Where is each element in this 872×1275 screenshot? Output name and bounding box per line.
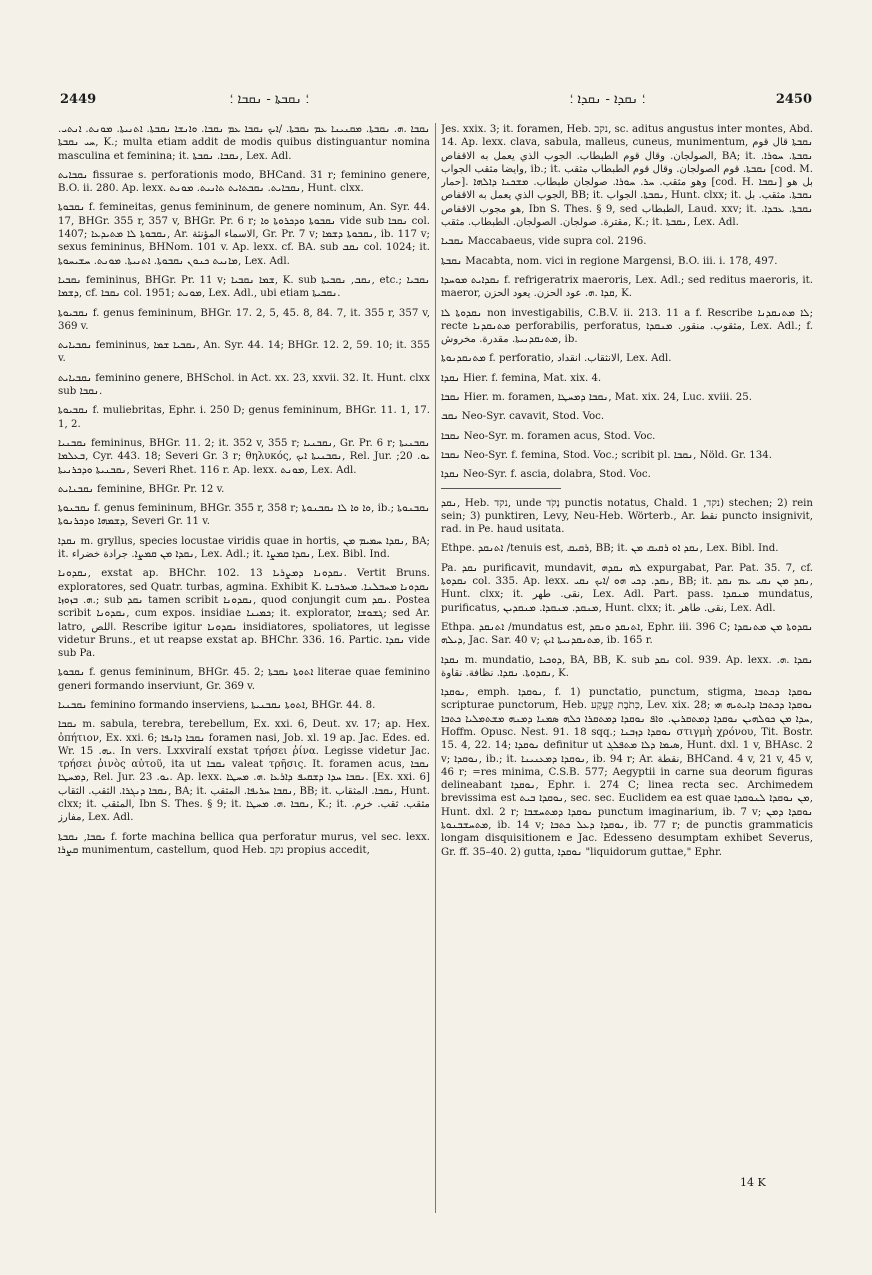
dictionary-entry: ܢܩܒܢܐܝܬ feminine, BHGr. Pr. 12 v. (58, 483, 225, 495)
dictionary-entry: Jes. xxix. 3; it. foramen, Heb. נקב, sc. aditus angustus inter montes, Abd. 14. Ap. lexx. clava, sabula, malleus, cuneus, munimentum, ܢܩܒܬܐ قال قوم الصولجان. وقال قوم الطبطاب. الجوب الذي يعمل به الاقفاص, BA; it. ܢܩܒܬܐ. ܚܘܪܐ. وايضا مثقب الجواب, ib.; it. ܢܩܒܬܐ. قوم الصولجان. وقال قوم الطبطاب مثقب [cod. M. حمار]. وهو مثقب. ܚܪ. ܚܘܪܐ. صولجان طبطاب. ܡܫܟܢܐ ܕܐܠܗܐ [cod. H. ܢܩܒܐ] بل هو الجوب الذي يعمل به الاقفاص, BB; it. ܢܩܒܬܐ. الجواب, Hunt. clxx; it. ܢܩܒܬܐ. مثقب. بل هو مجوب الاقفاص, Ibn S. Thes. § 9, sed الطبطاب, Laud. xxv; it. ܢܩܒܬܐ. ܥܒܕܐ. مقترة. صولجان. الصولجان. الطبطاب. مثقب, K.; it. ܢܩܒܬܐ, Lex. Adl. (441, 124, 813, 229)
dictionary-entry: ܢܩܕܐܝܬ ܡܘܚܕܐ f. refrigeratrix maeroris, Lex. Adl.; sed reditus maeroris, it. maeror, ܩܕܐ .ܗ. عود الحزن. يعود الحزن, K. (441, 274, 813, 300)
dictionary-entry: ܢܩܒܢܝܐ feminino formando inserviens, ܐܬܘܬܐ ܢܩܒܢܝܬܐ, BHGr. 44. 8. (58, 699, 376, 711)
left-running-head: ؛ ܢܩܒܬܐ - ܢܩܒܐ ؛ (230, 92, 310, 107)
dictionary-entry: ܢܩܒܬܐ Macabta, nom. vici in regione Margensi, B.O. iii. i. 178, 497. (441, 255, 778, 267)
right-running-head: ؛ ܢܩܕܐ - ܢܩܕܐ ؛ (570, 92, 646, 107)
dictionary-entry: ܢܩܒ Neo-Syr. cavavit, Stod. Voc. (441, 411, 605, 423)
left-column (58, 123, 430, 1235)
signature-mark: 14 K (740, 1176, 766, 1189)
dictionary-entry: ܢܩܒܢܝܐ femininus, BHGr. 11. 2; it. 352 v, 355 r; ܢܩܒܢܝܐ, Gr. Pr. 6 r; ܢܩܒܢܝܬܐ ܒܥܠܡܐ, Cyr. 443. 18; Severi Gr. 3 r; θηλυκός, ܢܩܒܢܝܬܐ ܐܝܟ, Rel. Jur. ܝܘ. 20; ܢܩܒܢܝܬܐ ܘܕܟܪܢܝܬܐ, Severi Rhet. 116 r. Ap. lexx. ܡܘܢܬ, Lex. Adl. (58, 437, 430, 476)
dictionary-entry: ܢܩܒܐ Neo-Syr. m. foramen acus, Stod. Voc. (441, 430, 656, 442)
right-page-number: 2450 (775, 92, 812, 107)
dictionary-entry: ܢܩܒܝܐ Maccabaeus, vide supra col. 2196. (441, 236, 647, 248)
dictionary-entry: Pa. ܢܩܕ purificavit, mundavit, ܠܗ ܢܩܕܗ expurgabat, Par. Pat. 35. 7, cf. ܢܩܕܘܬܐ col. 335. Ap. lexx. ܢܩܕ. ܕܟܝ ܗܘ /ܐܝܟ ܢܩܝ, BB; it. ܢܩܕ ܡܢ ܢܩܝ ܥܡ ܢܩܕ, Hunt. clxx; it. نقى. طهر, Lex. Adl. Part. pass. ܡܢܩܕܐ mundatus, purificatus, ܡܢܩܕ. ܡܢܩܕܐ. ܡܢܩܕܝܢ, Hunt. clxx; it. نقى. طاهر, Lex. Adl. (441, 562, 813, 614)
left-page-number: 2449 (60, 92, 97, 107)
dictionary-entry: ܢܩܒܐ Neo-Syr. f. femina, Stod. Voc.; scribit pl. ܢܩܒܐ, Nöld. Gr. 134. (441, 449, 772, 461)
dictionary-entry: ܢܩܒܐܝܬ fissurae s. perforationis modo, BHCand. 31 r; feminino genere, B.O. ii. 280. Ap. lexx. ܢܩܒܐܝܬ. ܢܩܒܬܐܝܬ ܬܐܢܝܬ. ܡܘܢܬ, Hunt. clxx. (58, 169, 430, 195)
dictionary-entry: ܢܩܒܐ Hier. m. foramen, ܢܩܒܐ ܕܡܚܛܐ, Mat. xix. 24, Luc. xviii. 25. (441, 392, 752, 404)
dictionary-entry: ܢܩܕܘܬܐ ܠܐ non investigabilis, C.B.V. ii. 213. 11 a f. Rescribe ܠܐ ܡܬܢܩܕܢܐ; recte ܡܬܢܩܕܢܐ perforabilis, perforatus, مثقوب. منقور. ܡܢܩܕܐ, Lex. Adl.; f. ܡܬܢܩܕܢܝܬܐ. مقدرة. مخروش, ib. (441, 307, 813, 346)
dictionary-entry: ܢܘܩܕܐ, emph. ܢܘܩܕܐ, f. 1) punctatio, punctum, stigma, ܢܘܩܕܐ ܕܟܬܒܐ scripturae punctorum, Heb. כְּתֹבֶת קַעֲקַע, Lev. xix. 28; ܢܘܩܕܐ ܕܟܬܒܐ ܕܐܝܬܝܗ ܗܝ ܚܕܐ ܡܢ ܟܘܠܗܝܢ ܢܘܩܕܐ ܕܡܬܩܪܝܢ. ܘܐܦ ܢܘܩܕܐ ܕܡܬܩܪܐ ܟܠܗ ܣܡܢܐ ܕܡܢܗ ܡܫܬܡܠܝܐ ܟܬܒܐ, Hoffm. Opusc. Nest. 91. 18 sqq.; ܢܘܩܕܐ ܕܙܒܢܐ στιγμὴ χρόνου, Tit. Bostr. 15. 4, 22. 14; ܢܘܩܕܐ definitur ut ܣܝܡܐ ܕܠܐ ܡܬܦܠܓ, Hunt. dxl. 1 v, BHAsc. 2 v; ܢܘܩܕܐ, ib.; it. ܢܘܩܕܐ ܕܡܥܢܝܢܐ, ib. 94 r; Ar. نقطة, BHCand. 4 v, 21 v, 45 v, 46 r; =res minima, C.S.B. 577; Aegyptii in carne sua deorum figuras delineabant ܢܘܩܕܐ, Ephr. i. 274 C; linea recta sec. Archimedem brevissima est ܢܘܩܕܐ ܒܝܬ, sec. sec. Euclidem ea est quae ܡܢ ܢܘܩܕܐ ܠܢܘܩܕܐ, Hunt. dxl. 2 r; ܢܘܩܕܐ ܕܡܬܚܫܒܐ punctum imaginarium, ib. 7 v; ܢܘܩܕܐ ܕܡܢ ܡܬܚܫܒܢܘܬܐ, ib. 14 v; ܢܘܩܕܐ ܕܥܠ ܟܬܒܐ, ib. 77 r; de punctis grammaticis longam disquisitionem e Jac. Edesseno desumptam exhibet Severus, Gr. ff. 35–40. 2) gutta, ܢܘܩܕܐ "liquidorum guttae," Ephr. (441, 687, 813, 858)
dictionary-entry: ܢܩܒܐ m. sabula, terebra, terebellum, Ex. xxi. 6, Deut. xv. 17; ap. Hex. ὀπήτιον, Ex. xxi. 6; ܢܩܒܐ ܕܐܢܦܐ foramen nasi, Job. xl. 19 ap. Jac. Edes. ed. Wr. ܝܗ. 15. In vers. Lxxviralí exstat τρήσει ῥίνα. Legisse videtur Jac. τρήσει ῥινὸς αὐτοῦ, ita ut ܢܩܒܐ valeat τρῆσις. It. foramen acus, ܢܩܒܐ ܕܡܚܛܐ, Rel. Jur. ܝܘ. 23. Ap. lexx. ܢܩܒܐ ܚܕܐ ܕܫܩܝܦ ܕܐܪܥܐ .ܗ. ܡܚܛܐ. [Ex. xxi. 6] ܢܩܒܐ ܕܢܓܪܐ. الثقب. الثقاب, BA; it. ܢܩܒܐ ܚܪܝܦܐ. المثقب, BB; it. ܢܩܒܐ. المثقاب, Hunt. clxx; it. المثقب, Ibn S. Thes. § 9; it. ܢܩܒܐ .ܗ. ܡܚܛܐ, K.; it. مثقب. ثقب. خرم. مفارز, Lex. Adl. (58, 719, 430, 824)
dictionary-entry: ܢܩܕܐ Hier. f. femina, Mat. xix. 4. (441, 372, 602, 384)
dictionary-entry: ܢܩܒܝܐܝܬ feminino genere, BHSchol. in Act. xx. 23, xxvii. 32. It. Hunt. clxx sub ܢܩܒܐ. (58, 372, 430, 398)
dictionary-entry: ܢܩܒܝܘܬܐ f. muliebritas, Ephr. i. 250 D; genus femininum, BHGr. 11. 1, 17. 1, 2. (58, 405, 430, 430)
dictionary-entry: Ethpe. ܐܬܢܩܕ /tenuis est, ܪܩܝܩ, BB; it. ܢܩܕ ܐܘ ܪܩܝܩ ܡܢ, Lex. Bibl. Ind. (441, 543, 779, 555)
dictionary-entry: ܢܩܕܘܢܐ, exstat ap. BHChr. 102. 13 ܢܩܕܘܢܐ ܕܡܨܪܝܐ. Vertit Bruns. exploratores, sed Quatr. turbas, agmina. Exhibit K. ܢܩܕܘܢܐ ܡܚܒܠܢܐ. ܡܚܪܒܢܐ .ܗ. ܒܙܘܙܐ; sub ܢܩܕ tamen scribit ܢܩܕܘܢܐ, quod conjungit cum ܢܩܕ. Postea scribit ܢܩܕܘܢܐ, cum expos. insidiae ܟܡܝܢܐ; it. explorator, ܓܫܘܫܐ; sed Ar. latro, اللص. Rescribe igitur ܢܩܕܘܢܐ insidiatores, spoliatores, ut legisse videtur Bruns., et ut reapse exstat ap. BHChr. 336. 16. Partic. ܢܩܕܐ vide sub Pa. (58, 568, 430, 660)
page-header (60, 92, 812, 112)
dictionary-entry: ܢܩܒܐ .ܗ. ܢܩܒܬܐ. ܡܩܢܝܢܐ ܥܡ ܢܩܒܬܐ. /ܐܝܟ ܢܩܒܐ ܥܡ ܢܩܒܐ. ܘܐܢܫܐ ܢܩܒܬܐ. ܐܬܢܝܬܐ. ܡܘܢܬ. ܐܢܬܝ. ܚܝ ܢܩܒܬܐ, K.; multa etiam addit de modis quibus distinguantur nomina masculina et feminina; it. ܢܩܒܐ. ܢܩܒܬܐ, Lex. Adl. (58, 124, 430, 162)
right-column (441, 123, 813, 1235)
dictionary-entry: ܢܩܒܘܬܐ f. genus femininum, BHGr. 45. 2; ܐܬܘܬܐ ܢܩܒܬܐ literae quae feminino generi formando inserviunt, Gr. 369 v. (58, 667, 430, 692)
section-rule (441, 488, 561, 489)
dictionary-entry: ܢܩܒܐ, ܢܩܒܬܐ f. forte machina bellica qua perforatur murus, vel sec. lexx. ܩܨܪܐ munimentum, castellum, quod Heb. נקב propius accedit, (58, 831, 430, 856)
dictionary-entry: ܢܩܒܝܘܬܐ f. genus femininum, BHGr. 17. 2, 5, 45. 8, 84. 7, it. 355 r, 357 v, 369 v. (58, 307, 430, 332)
dictionary-entry: ܢܩܒܝܐ femininus, BHGr. Pr. 11 v; ܫܡܐ ܢܩܒܝܐ, K. sub ܢܩܒ, ܢܩܒܝܬܐ, etc.; ܢܩܒܝܐ ܕܫܡܐ, cf. ܢܩܒܐ col. 1951; ܡܘܢܬ, Lex. Adl., ubi etiam ܢܩܒܝܬܐ. (58, 274, 430, 300)
dictionary-entry: ܢܩܕܐ Neo-Syr. f. ascia, dolabra, Stod. Voc. (441, 469, 651, 481)
dictionary-entry: ܢܩܒܝܐܝܬ femininus, ܢܩܒܝܐ ܫܡܐ, An. Syr. 44. 14; BHGr. 12. 2, 59. 10; it. 355 v. (58, 340, 430, 365)
column-divider (435, 123, 436, 1213)
dictionary-entry: ܢܩܕܐ m. gryllus, species locustae viridis quae in hortis, ܢܩܕܐ ܚܡܝܡ ܡܢ, BA; it. ܢܩܕܐ ܡܢ ܩܡܨܐ. جرادة خضراء, Lex. Adl.; it. ܢܩܕܐ ܩܡܨܐ, Lex. Bibl. Ind. (58, 535, 430, 561)
dictionary-entry: ܢܩܒܢܘܬܐ f. genus femininum, BHGr. 355 r, 358 r; ܘܐ ܘܐ ܠܐ ܢܩܒܢܘܬܐ, ib.; ܢܩܒܢܘܬܐ ܕܫܡܗܐ ܘܕܟܪܢܘܬܐ, Severi Gr. 11 v. (58, 503, 430, 528)
dictionary-entry: ܢܩܕ, Heb. נקד, unde נָקֹד punctis notatus, Chald. נקד, 1) stechen; 2) rein sein; 3) punktiren, Levy, Neu-Heb. Wörterb., Ar. نقط puncto insignivit, rad. in Pe. haud usitata. (441, 497, 813, 536)
dictionary-entry: ܡܬܢܩܕܢܘܬܐ f. perforatio, الانثقاب. انقداد, Lex. Adl. (441, 353, 672, 365)
dictionary-entry: ܢܩܕܐ m. mundatio, ܕܘܟܝܐ, BA, BB, K. sub ܢܩܕ col. 939. Ap. lexx. ܢܩܕܐ .ܗ. ܢܩܕܘܬܐ. ܢܩܕܐ. نظافة. نقاوة, K. (441, 654, 813, 679)
dictionary-entry: Ethpa. ܐܬܢܩܕ /mundatus est, ܐܬܢܩܕ ܘܢܩܕ, Ephr. iii. 396 C; ܢܩܕܘܬܐ ܡܢ ܡܬܢܩܕܐ ܕܝܠܗ, Jac. Sar. 40 v; ܡܬܢܩܕܢܝܬܐ ܐܝܟ, ib. 165 r. (441, 621, 813, 647)
dictionary-entry: ܢܩܒܘܬܐ f. femineitas, genus femininum, de genere nominum, An. Syr. 44. 17, BHGr. 355 r, 357 v, BHGr. Pr. 6 r; ܢܩܒܘܬܐ ܘܕܟܪܘܬܐ ܘܐ vide sub ܢܩܒܐ col. 1407; ܢܩܒܘܬܐ ܠܐ ܡܬܝܕܥܐ, Ar. الاسماء المؤنثة, Gr. Pr. 7 v; ܢܩܒܘܬܐ ܕܫܡܐ, ib. 117 v; sexus femininus, BHNom. 101 v. Ap. lexx. cf. BA. sub ܢܩܒ col. 1024; it. ܡܐܢܝܬ ܟܢܘܢ ܢܩܒܘܬܐ. ܐܬܢܝܬܐ. ܡܘܢܬ. ܚܫܝܚܘܬܐ, Lex. Adl. (58, 202, 430, 267)
